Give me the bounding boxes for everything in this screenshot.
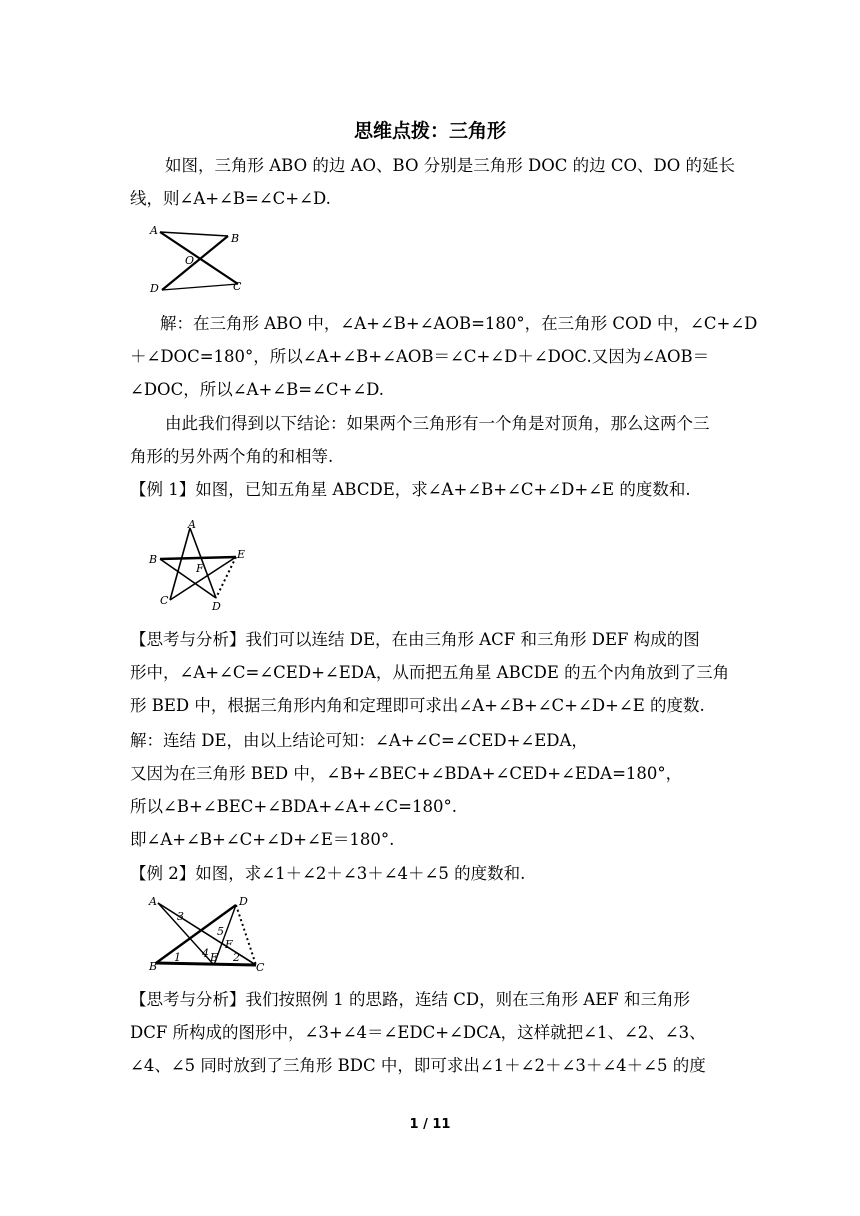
fig1-label-b: B	[231, 232, 240, 245]
example1-heading: 【例 1】如图，已知五角星 ABCDE，求∠A+∠B+∠C+∠D+∠E 的度数和.	[130, 480, 691, 499]
fig3-label-b: B	[149, 960, 158, 973]
fig3-label-3: 3	[177, 910, 184, 923]
fig3-label-4: 4	[202, 947, 209, 960]
analysis1-line-1: 【思考与分析】我们可以连结 DE，在由三角形 ACF 和三角形 DEF 构成的图	[130, 630, 700, 649]
fig3-label-a: A	[149, 895, 157, 908]
fig2-label-e: E	[237, 548, 246, 561]
example2-heading: 【例 2】如图，求∠1＋∠2＋∠3＋∠4＋∠5 的度数和.	[130, 864, 526, 883]
fig2-label-b: B	[149, 553, 158, 566]
fig1-label-d: D	[150, 282, 159, 295]
page-title: 思维点拨：三角形	[353, 120, 506, 142]
figure-3-angles	[146, 893, 270, 975]
figure-2-pentagram	[146, 516, 248, 612]
fig3-label-f: F	[225, 938, 233, 951]
solution1-line-2: ＋∠DOC=180°，所以∠A+∠B+∠AOB＝∠C+∠D＋∠DOC.又因为∠AOB＝	[130, 347, 710, 366]
analysis2-line-1: 【思考与分析】我们按照例 1 的思路，连结 CD，则在三角形 AEF 和三角形	[130, 990, 690, 1009]
fig3-label-c: C	[256, 961, 265, 974]
figure-1-crossed-triangles	[148, 222, 248, 296]
fig1-label-a: A	[150, 224, 158, 237]
analysis1-line-2: 形中，∠A+∠C=∠CED+∠EDA，从而把五角星 ABCDE 的五个内角放到了三角	[130, 663, 730, 682]
analysis2-line-2: DCF 所构成的图形中，∠3+∠4＝∠EDC+∠DCA，这样就把∠1、∠2、∠3、	[130, 1023, 706, 1042]
intro-line-1: 如图，三角形 ABO 的边 AO、BO 分别是三角形 DOC 的边 CO、DO 的延长	[165, 156, 736, 175]
fig2-label-f: F	[196, 562, 204, 575]
fig3-label-e: E	[210, 951, 219, 964]
fig1-label-c: C	[233, 280, 242, 293]
solution1-line-1: 解：在三角形 ABO 中，∠A+∠B+∠AOB=180°，在三角形 COD 中，∠C+∠D	[160, 314, 758, 333]
page-number: 1 / 11	[409, 1117, 451, 1132]
solution2-line-1: 解：连结 DE，由以上结论可知：∠A+∠C=∠CED+∠EDA，	[130, 731, 588, 750]
analysis1-line-3: 形 BED 中，根据三角形内角和定理即可求出∠A+∠B+∠C+∠D+∠E 的度数.	[130, 696, 705, 715]
solution2-line-2: 又因为在三角形 BED 中，∠B+∠BEC+∠BDA+∠CED+∠EDA=180°，	[130, 764, 683, 783]
fig2-label-c: C	[160, 594, 169, 607]
solution2-line-4: 即∠A+∠B+∠C+∠D+∠E＝180°.	[130, 830, 395, 849]
conclusion-line-2: 角形的另外两个角的和相等.	[130, 447, 334, 466]
solution2-line-3: 所以∠B+∠BEC+∠BDA+∠A+∠C=180°.	[130, 797, 457, 816]
fig3-label-5: 5	[217, 925, 224, 938]
fig3-label-d: D	[239, 895, 248, 908]
fig3-label-2: 2	[233, 951, 240, 964]
analysis2-line-3: ∠4、∠5 同时放到了三角形 BDC 中，即可求出∠1＋∠2＋∠3＋∠4＋∠5 的度	[130, 1056, 706, 1075]
conclusion-line-1: 由此我们得到以下结论：如果两个三角形有一个角是对顶角，那么这两个三	[165, 414, 710, 433]
fig2-label-d: D	[212, 600, 221, 612]
fig2-label-a: A	[188, 518, 196, 531]
fig3-label-1: 1	[174, 951, 181, 964]
fig1-label-o: O	[185, 254, 195, 267]
intro-line-2: 线，则∠A+∠B=∠C+∠D.	[130, 189, 331, 208]
solution1-line-3: ∠DOC，所以∠A+∠B=∠C+∠D.	[130, 380, 385, 399]
